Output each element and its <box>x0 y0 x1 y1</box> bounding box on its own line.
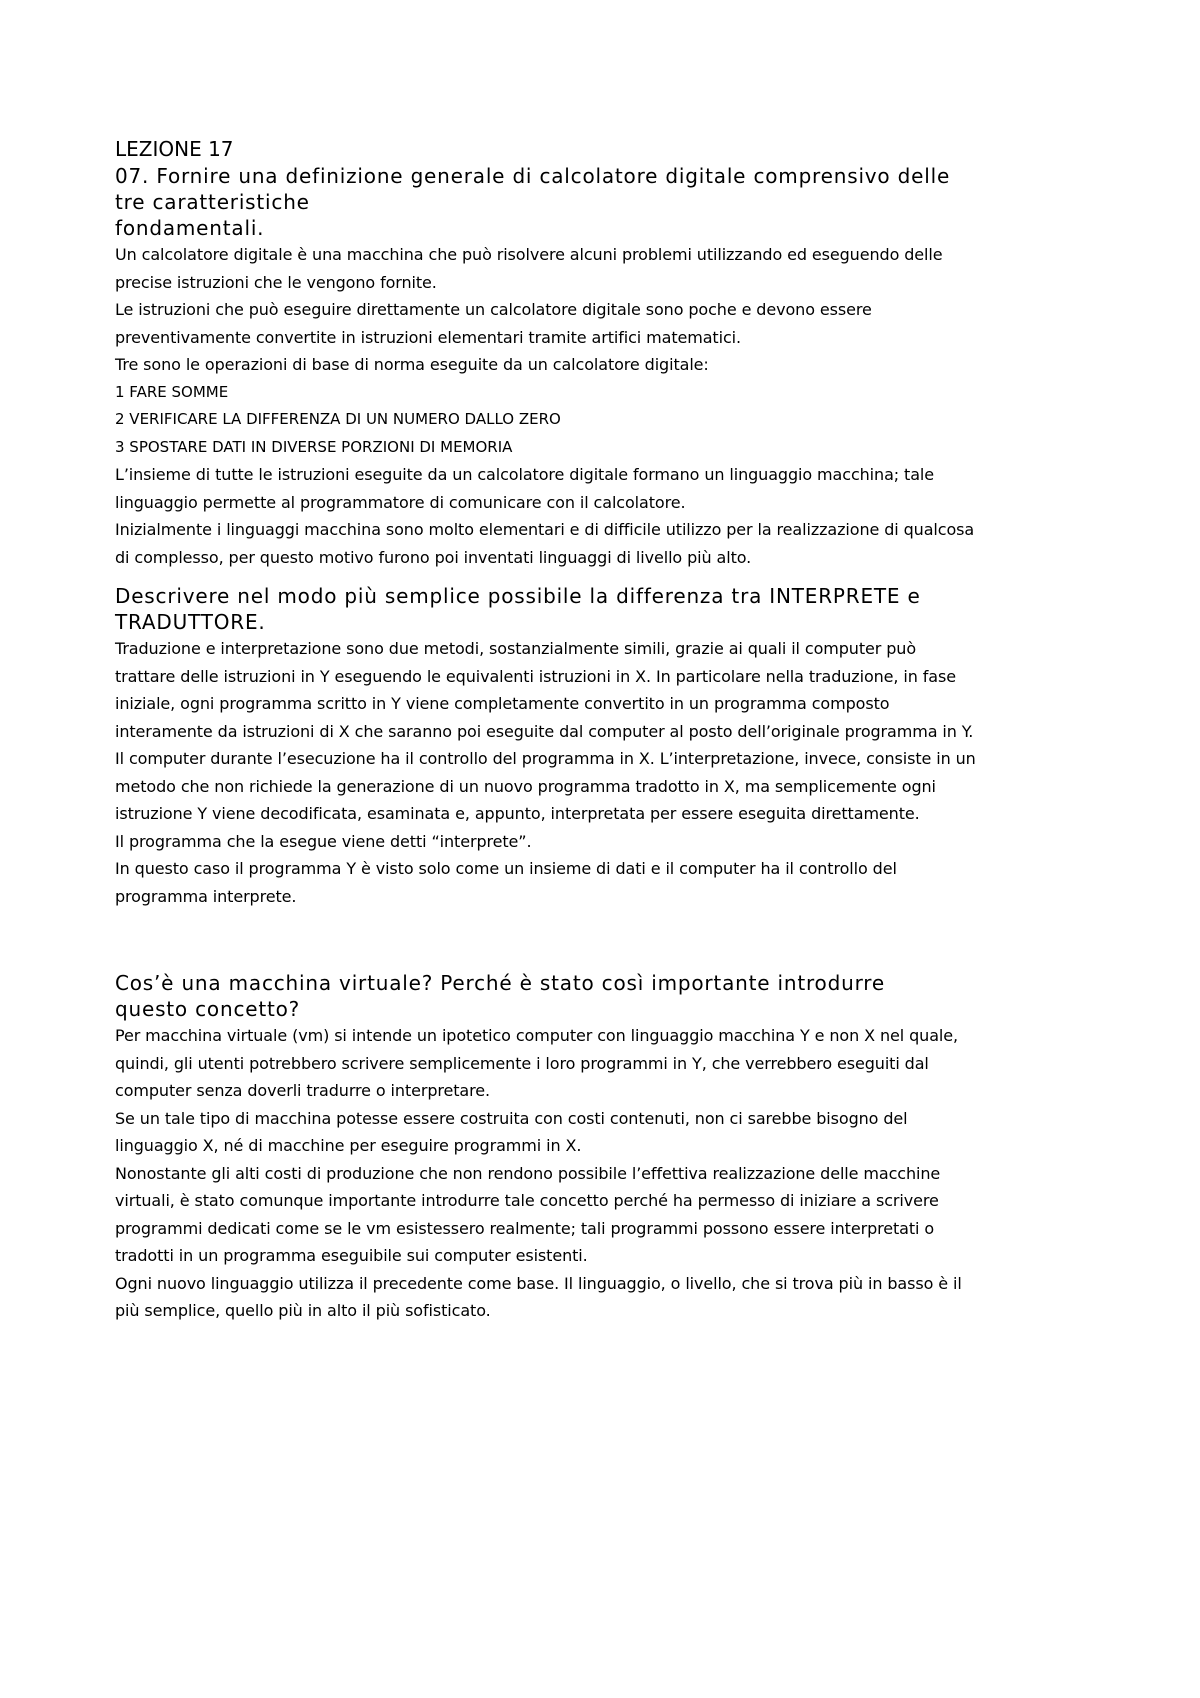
answer-line: di complesso, per questo motivo furono poi inventati linguaggi di livello più alto. <box>115 547 752 567</box>
question-heading-3-line-2: questo concetto? <box>115 997 301 1021</box>
answer-line: Se un tale tipo di macchina potesse essere costruita con costi contenuti, non ci sarebbe bisogno del <box>115 1108 908 1128</box>
answer-line: virtuali, è stato comunque importante introdurre tale concetto perché ha permesso di iniziare a scrivere <box>115 1191 939 1210</box>
answer-line: programmi dedicati come se le vm esistessero realmente; tali programmi possono essere interpretati o <box>115 1218 935 1238</box>
list-item: 3 SPOSTARE DATI IN DIVERSE PORZIONI DI MEMORIA <box>115 437 513 456</box>
question-heading-1-line-3: fondamentali. <box>115 216 265 240</box>
question-heading-1-line-2: tre caratteristiche <box>115 190 310 214</box>
answer-line: Il programma che la esegue viene detti “interprete”. <box>115 831 532 851</box>
answer-line: L’insieme di tutte le istruzioni eseguite da un calcolatore digitale formano un linguaggio macchina; tale <box>115 465 935 484</box>
question-heading-2-line-1: Descrivere nel modo più semplice possibile la differenza tra INTERPRETE e <box>115 584 921 608</box>
answer-line: programma interprete. <box>115 886 297 906</box>
list-item: 2 VERIFICARE LA DIFFERENZA DI UN NUMERO DALLO ZERO <box>115 410 561 428</box>
answer-line: Inizialmente i linguaggi macchina sono molto elementari e di difficile utilizzo per la realizzazione di qualcosa <box>115 520 975 539</box>
answer-line: Traduzione e interpretazione sono due metodi, sostanzialmente simili, grazie ai quali il computer può <box>115 639 917 658</box>
answer-line: metodo che non richiede la generazione di un nuovo programma tradotto in X, ma semplicemente ogni <box>115 776 936 796</box>
question-heading-2-line-2: TRADUTTORE. <box>115 610 266 634</box>
answer-line: Ogni nuovo linguaggio utilizza il precedente come base. Il linguaggio, o livello, che si trova più in basso è il <box>115 1273 962 1293</box>
lesson-title: LEZIONE 17 <box>115 137 234 161</box>
list-item: 1 FARE SOMME <box>115 382 229 401</box>
answer-line: quindi, gli utenti potrebbero scrivere semplicemente i loro programmi in Y, che verrebbero eseguiti dal <box>115 1053 929 1073</box>
answer-line: Le istruzioni che può eseguire direttamente un calcolatore digitale sono poche e devono essere <box>115 300 872 319</box>
spacer <box>115 910 1095 970</box>
answer-line: In questo caso il programma Y è visto solo come un insieme di dati e il computer ha il controllo del <box>115 859 897 878</box>
section-macchina-virtuale <box>115 970 1095 1325</box>
answer-line: precise istruzioni che le vengono fornite. <box>115 272 437 292</box>
answer-line: Tre sono le operazioni di base di norma eseguite da un calcolatore digitale: <box>115 355 709 374</box>
answer-line: interamente da istruzioni di X che saranno poi eseguite dal computer al posto dell’originale programma in Y. <box>115 721 974 741</box>
answer-line: linguaggio permette al programmatore di comunicare con il calcolatore. <box>115 492 686 512</box>
section-interprete-traduttore <box>115 583 1095 910</box>
answer-line: istruzione Y viene decodificata, esaminata e, appunto, interpretata per essere eseguita direttamente. <box>115 804 920 823</box>
section-calcolatore-digitale <box>115 163 1095 571</box>
answer-line: preventivamente convertite in istruzioni elementari tramite artifici matematici. <box>115 327 741 347</box>
answer-line: Un calcolatore digitale è una macchina che può risolvere alcuni problemi utilizzando ed eseguendo delle <box>115 245 943 264</box>
answer-line: trattare delle istruzioni in Y eseguendo le equivalenti istruzioni in X. In particolare nella traduzione, in fase <box>115 666 956 686</box>
answer-line: Nonostante gli alti costi di produzione che non rendono possibile l’effettiva realizzazione delle macchine <box>115 1163 941 1183</box>
answer-line: tradotti in un programma eseguibile sui computer esistenti. <box>115 1246 588 1265</box>
answer-line: computer senza doverli tradurre o interpretare. <box>115 1081 490 1100</box>
answer-line: linguaggio X, né di macchine per eseguire programmi in X. <box>115 1136 582 1155</box>
answer-line: Il computer durante l’esecuzione ha il controllo del programma in X. L’interpretazione, invece, consiste in un <box>115 749 976 768</box>
question-heading-1-line-1: 07. Fornire una definizione generale di calcolatore digitale comprensivo delle <box>115 164 951 188</box>
question-heading-3-line-1: Cos’è una macchina virtuale? Perché è stato così importante introdurre <box>115 971 885 995</box>
answer-line: Per macchina virtuale (vm) si intende un ipotetico computer con linguaggio macchina Y e non X nel quale, <box>115 1026 958 1045</box>
document-page <box>115 136 1095 1325</box>
answer-line: più semplice, quello più in alto il più sofisticato. <box>115 1301 491 1320</box>
answer-line: iniziale, ogni programma scritto in Y viene completamente convertito in un programma composto <box>115 694 890 713</box>
spacer <box>115 571 1095 583</box>
